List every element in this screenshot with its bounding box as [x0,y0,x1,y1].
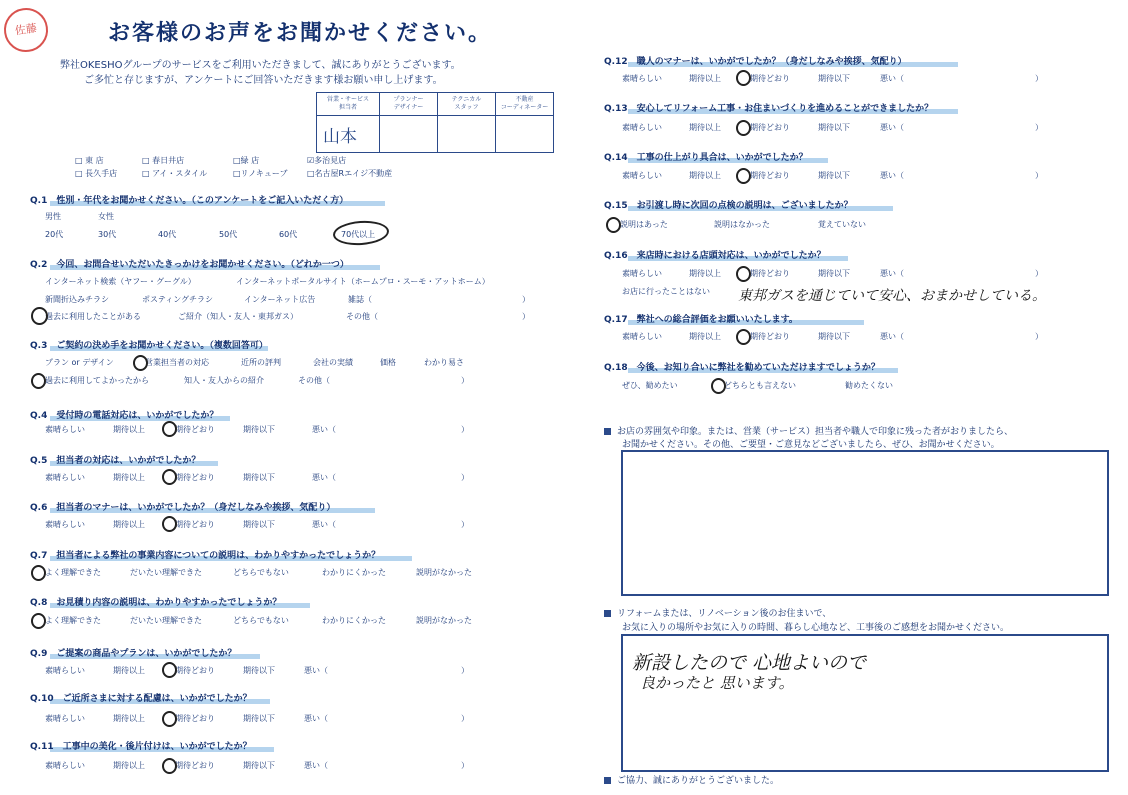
q15-not-explained[interactable]: 説明はなかった [714,220,770,229]
q16-bad[interactable]: 悪い（ [880,269,904,278]
paren-close: ） [461,425,469,434]
q5-bad[interactable]: 悪い（ [312,473,336,482]
selection-circle [162,758,177,774]
q1-30s[interactable]: 30代 [98,230,117,239]
q16-handwritten-comment: 東邦ガスを通じていて安心、おまかせしている。 [738,288,1046,304]
store-istyle[interactable]: □ アイ・スタイル [142,169,208,178]
staff-header-planner: プランナー デザイナー [380,93,438,116]
store-nagoya-r-age[interactable]: □名古屋Rエイジ不動産 [307,169,393,178]
store-renocube[interactable]: □リノキューブ [233,169,288,178]
q14-excellent[interactable]: 素晴らしい [622,171,662,180]
q13-label: Q.13 安心してリフォーム工事・お住まいづくりを進めることができましたか？ [604,104,934,114]
q4-below[interactable]: 期待以下 [243,425,275,434]
paren-close: ） [1035,74,1043,83]
bullet-square [604,428,611,435]
paren-close: ） [461,714,469,723]
q1-70s-plus[interactable]: 70代以上 [341,230,376,239]
q8-label: Q.8 お見積り内容の説明は、わかりやすかったでしょうか？ [30,598,282,608]
q18-label: Q.18 今後、お知り合いに弊社を勧めていただけますでしょうか？ [604,363,880,373]
q16-below[interactable]: 期待以下 [818,269,850,278]
paren-close: ） [1035,123,1043,132]
q10-above[interactable]: 期待以上 [113,714,145,723]
q2-web-search[interactable]: インターネット検索（ヤフー・グーグル） [45,277,196,286]
selection-circle [736,168,751,184]
q9-as-expected[interactable]: 期待どおり [175,666,215,675]
q9-bad[interactable]: 悪い（ [304,666,328,675]
q7-understood-well[interactable]: よく理解できた [45,568,101,577]
selection-circle [31,613,46,629]
paren-close: ） [461,666,469,675]
selection-circle [31,373,46,389]
comment1-textarea[interactable] [621,450,1109,596]
selection-circle [162,711,177,727]
selection-circle [133,355,148,371]
selection-circle [736,70,751,86]
q17-excellent[interactable]: 素晴らしい [622,332,662,341]
staff-table [316,92,554,153]
selection-circle [332,219,390,247]
q7-label: Q.7 担当者による弊社の事業内容についての説明は、わかりやすかったでしょうか？ [30,551,381,561]
q15-explained[interactable]: 説明はあった [620,220,668,229]
q4-bad[interactable]: 悪い（ [312,425,336,434]
q2-referral[interactable]: ご紹介（知人・友人・東邦ガス） [178,312,298,321]
q5-below[interactable]: 期待以下 [243,473,275,482]
paren-close: ） [461,520,469,529]
q12-as-expected[interactable]: 期待どおり [750,74,790,83]
comment2-handwriting-line-1: 新設したので 心地よいので [632,652,867,674]
q6-excellent[interactable]: 素晴らしい [45,520,85,529]
q3-reputation[interactable]: 近所の評判 [241,358,281,367]
thanks-note [604,773,779,786]
store-midori[interactable]: □緑 店 [233,156,260,165]
q3-price[interactable]: 価格 [380,358,396,367]
page-title: お客様のお声をお聞かせください。 [108,21,493,46]
q3-plan-design[interactable]: プラン or デザイン [45,358,114,367]
q13-below[interactable]: 期待以下 [818,123,850,132]
store-kasugai[interactable]: □ 春日井店 [142,156,185,165]
comment2-handwriting-line-2: 良かったと 思います。 [640,674,794,692]
bullet-square [604,610,611,617]
q10-bad[interactable]: 悪い（ [304,714,328,723]
thanks-text: ご協力、誠にありがとうございました。 [617,776,780,786]
q11-bad[interactable]: 悪い（ [304,761,328,770]
selection-circle [162,421,177,437]
q1-50s[interactable]: 50代 [219,230,238,239]
q4-excellent[interactable]: 素晴らしい [45,425,85,434]
q16-above[interactable]: 期待以上 [689,269,721,278]
q2-newspaper-flyer[interactable]: 新聞折込みチラシ [45,295,109,304]
q1-female[interactable]: 女性 [98,212,114,221]
q8-understood-well[interactable]: よく理解できた [45,616,101,625]
comment1-line-1: お店の雰囲気や印象。または、営業（サービス）担当者や職人で印象に残った者がおりましたら、 [617,427,1014,437]
q14-below[interactable]: 期待以下 [818,171,850,180]
q17-above[interactable]: 期待以上 [689,332,721,341]
q7-no-explanation[interactable]: 説明がなかった [416,568,472,577]
q6-label: Q.6 担当者のマナーは、いかがでしたか？（身だしなみや挨拶、気配り） [30,503,336,513]
paren-close: ） [461,376,469,385]
q12-bad[interactable]: 悪い（ [880,74,904,83]
q12-label: Q.12 職人のマナーは、いかがでしたか？（身だしなみや挨拶、気配り） [604,57,907,67]
q12-below[interactable]: 期待以下 [818,74,850,83]
staff-header-sales: 営業・サービス 担当者 [317,93,380,116]
paren-close: ） [1035,332,1043,341]
q2-posting-flyer[interactable]: ポスティングチラシ [142,295,214,304]
q1-male[interactable]: 男性 [45,212,61,221]
q2-portal-site[interactable]: インターネットポータルサイト（ホームプロ・スーモ・アットホーム） [236,277,490,286]
q4-label: Q.4 受付時の電話対応は、いかがでしたか？ [30,411,219,421]
q13-bad[interactable]: 悪い（ [880,123,904,132]
q14-label: Q.14 工事の仕上がり具合は、いかがでしたか？ [604,153,808,163]
q3-friend-referral[interactable]: 知人・友人からの紹介 [184,376,264,385]
paren-close: ） [522,312,530,321]
q9-below[interactable]: 期待以下 [243,666,275,675]
q11-as-expected[interactable]: 期待どおり [175,761,215,770]
comment2-line-2: お気に入りの場所やお気に入りの時間、暮らし心地など、工事後のご感想をお聞かせください。 [622,623,1010,633]
q17-label: Q.17 弊社への総合評価をお願いいたします。 [604,315,798,325]
q5-excellent[interactable]: 素晴らしい [45,473,85,482]
staff-value-sales[interactable]: 山本 [317,116,380,153]
paren-close: ） [1035,171,1043,180]
selection-circle [162,469,177,485]
selection-circle [736,329,751,345]
q14-above[interactable]: 期待以上 [689,171,721,180]
comment1-prompt [604,424,1013,437]
q5-label: Q.5 担当者の対応は、いかがでしたか？ [30,456,201,466]
paren-close: ） [461,473,469,482]
selection-circle [31,565,46,581]
q4-above[interactable]: 期待以上 [113,425,145,434]
q8-mostly-understood[interactable]: だいたい理解できた [130,616,202,625]
q7-mostly-understood[interactable]: だいたい理解できた [130,568,202,577]
store-tajimi[interactable]: ☑多治見店 [307,156,347,165]
q8-neutral[interactable]: どちらでもない [233,616,289,625]
q9-above[interactable]: 期待以上 [113,666,145,675]
q3-past-use[interactable]: 過去に利用してよかったから [45,376,149,385]
q6-as-expected[interactable]: 期待どおり [175,520,215,529]
q1-20s[interactable]: 20代 [45,230,64,239]
q5-above[interactable]: 期待以上 [113,473,145,482]
q4-as-expected[interactable]: 期待どおり [175,425,215,434]
q8-hard[interactable]: わかりにくかった [322,616,386,625]
q11-label: Q.11 工事中の美化・後片付けは、いかがでしたか？ [30,742,252,752]
q11-excellent[interactable]: 素晴らしい [45,761,85,770]
q11-below[interactable]: 期待以下 [243,761,275,770]
q16-excellent[interactable]: 素晴らしい [622,269,662,278]
q1-60s[interactable]: 60代 [279,230,298,239]
q2-magazine[interactable]: 雑誌（ [348,295,372,304]
q9-label: Q.9 ご提案の商品やプランは、いかがでしたか？ [30,649,237,659]
q1-40s[interactable]: 40代 [158,230,177,239]
q6-above[interactable]: 期待以上 [113,520,145,529]
q16-as-expected[interactable]: 期待どおり [750,269,790,278]
q2-past-customer[interactable]: 過去に利用したことがある [45,312,141,321]
paren-close: ） [522,295,530,304]
q10-below[interactable]: 期待以下 [243,714,275,723]
selection-circle [31,307,48,325]
q7-hard[interactable]: わかりにくかった [322,568,386,577]
q13-as-expected[interactable]: 期待どおり [750,123,790,132]
bullet-square [604,777,611,784]
q11-above[interactable]: 期待以上 [113,761,145,770]
q3-sales-staff[interactable]: 営業担当者の対応 [145,358,209,367]
selection-circle [736,266,751,282]
q16-never-visited[interactable]: お店に行ったことはない [622,287,710,296]
comment2-prompt [604,606,831,619]
q13-excellent[interactable]: 素晴らしい [622,123,662,132]
q18-not-recommend[interactable]: 勧めたくない [845,381,893,390]
selection-circle [736,120,751,136]
comment2-line-1: リフォームまたは、リノベーション後のお住まいで、 [617,609,832,619]
q2-web-ad[interactable]: インターネット広告 [244,295,316,304]
paren-close: ） [461,761,469,770]
paren-close: ） [1035,269,1043,278]
q3-track-record[interactable]: 会社の実績 [313,358,353,367]
q17-below[interactable]: 期待以下 [818,332,850,341]
selection-circle [162,516,177,532]
q14-as-expected[interactable]: 期待どおり [750,171,790,180]
intro-line-1: 弊社OKESHOグループのサービスをご利用いただきまして、誠にありがとうございます。 [60,60,461,71]
q16-label: Q.16 来店時における店頭対応は、いかがでしたか？ [604,251,826,261]
staff-header-technical: テクニカル スタッフ [438,93,496,116]
q5-as-expected[interactable]: 期待どおり [175,473,215,482]
store-nagakute[interactable]: □ 長久手店 [75,169,118,178]
q2-label: Q.2 今回、お問合せいただいたきっかけをお聞かせください。（どれか一つ） [30,260,349,270]
selection-circle [711,378,726,394]
comment1-line-2: お聞かせください。その他、ご要望・ご意見などございましたら、ぜひ、お聞かせください。 [622,440,1000,450]
q1-label: Q.1 性別・年代をお聞かせください。（このアンケートをご記入いただく方） [30,196,349,206]
staff-value-planner[interactable] [380,116,438,153]
q10-as-expected[interactable]: 期待どおり [175,714,215,723]
staff-value-realestate[interactable] [496,116,554,153]
q17-bad[interactable]: 悪い（ [880,332,904,341]
q6-bad[interactable]: 悪い（ [312,520,336,529]
q15-dont-remember[interactable]: 覚えていない [818,220,866,229]
intro-line-2: ご多忙と存じますが、アンケートにご回答いただきます様お願い申し上げます。 [84,75,443,86]
q15-label: Q.15 お引渡し時に次回の点検の説明は、ございましたか？ [604,201,853,211]
q2-other[interactable]: その他（ [346,312,378,321]
q9-excellent[interactable]: 素晴らしい [45,666,85,675]
q3-clarity[interactable]: わかり易さ [424,358,464,367]
q14-bad[interactable]: 悪い（ [880,171,904,180]
q18-neutral[interactable]: どちらとも言えない [724,381,796,390]
q3-label: Q.3 ご契約の決め手をお聞かせください。（複数回答可） [30,341,268,351]
q12-excellent[interactable]: 素晴らしい [622,74,662,83]
selection-circle [606,217,621,233]
name-stamp: 佐藤 [1,5,51,55]
q6-below[interactable]: 期待以下 [243,520,275,529]
store-higashi[interactable]: □ 東 店 [75,156,104,165]
q17-as-expected[interactable]: 期待どおり [750,332,790,341]
q7-neutral[interactable]: どちらでもない [233,568,289,577]
selection-circle [162,662,177,678]
staff-value-technical[interactable] [438,116,496,153]
staff-header-realestate: 不動産 コーディネーター [496,93,554,116]
q3-other[interactable]: その他（ [298,376,330,385]
q10-label: Q.10 ご近所さまに対する配慮は、いかがでしたか？ [30,694,252,704]
q13-above[interactable]: 期待以上 [689,123,721,132]
q18-recommend[interactable]: ぜひ、勧めたい [622,381,678,390]
q12-above[interactable]: 期待以上 [689,74,721,83]
q8-no-explanation[interactable]: 説明がなかった [416,616,472,625]
q10-excellent[interactable]: 素晴らしい [45,714,85,723]
